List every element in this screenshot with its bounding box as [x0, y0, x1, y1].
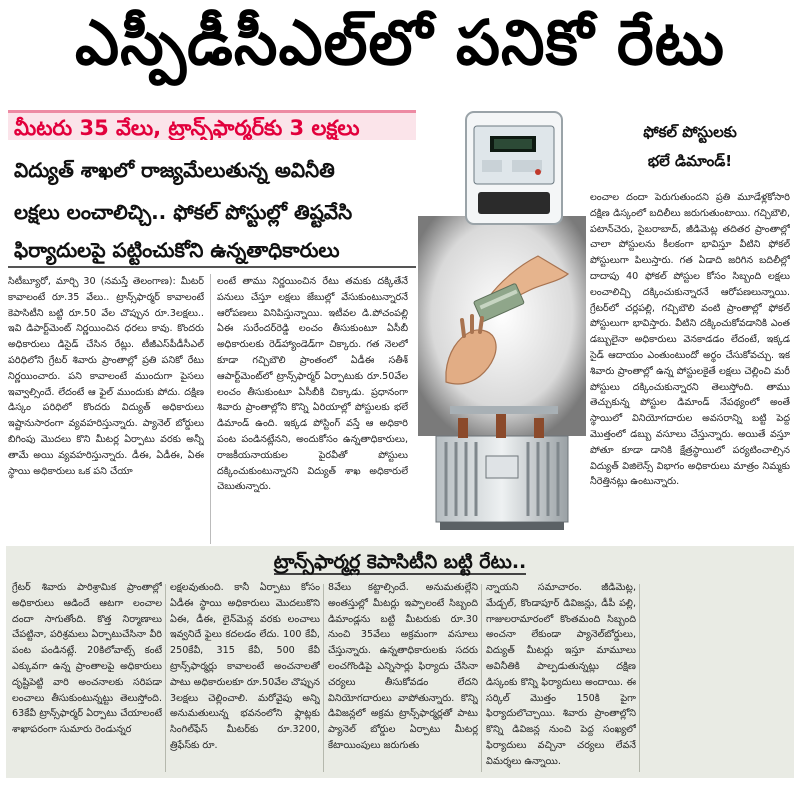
deck-line-1: విద్యుత్ శాఖలో రాజ్యమేలుతున్న అవినీతి [14, 158, 335, 182]
background-spray [418, 216, 586, 436]
news-photo [418, 106, 586, 536]
meter-bribe-transformer-illustration [418, 106, 586, 536]
sidebar-kicker-line-2: భలే డిమాండ్! [647, 152, 733, 170]
body-column-2: లంటే తాము నిర్ణయించిన రేటు తమకు దక్కితేనే పనులు చేస్తూ లక్షలు జేబుల్లో వేసుకుంటున్నారనే ఆరోపణలు వినిపిస్తున్నాయి. ఇటీవల డి.పోచంపల్లి ఏఈ సురేందర్‌రెడ్డి లంచం తీసుకుంటూ ఏసీబీ అధికారులకు రెడ్‌హ్యాండెడ్‌గా చిక్కారు. గత నెలలో కూడా గచ్చిబౌలి ప్రాంతంలో ఏడీఈ సతీశ్ ఆపార్ట్‌మెంట్‌లో ట్రాన్స్‌ఫార్మర్ ఏర్పాటుకు రూ.50వేల లంచం తీసుకుంటూ ఏసీబీకి చిక్కాడు. ప్రధానంగా శివారు ప్రాంతాల్లోని కొన్ని ఏరియాల్లో పోస్టులకు భలే డిమాండ్ ఉంది. ఇక్కడ పోస్టింగ్ వస్తే ఆ అధికారి పంట పండినట్లేనని, అందుకోసం ఉన్నతాధికారులు, రాజకీయనాయకుల పైరవీతో పోస్టులు దక్కించుకుంటున్నారని విద్యుత్ శాఖ అధికారులే చెబుతున్నారు. [210, 274, 408, 544]
box-title [6, 546, 794, 578]
box-column-3: 8వేలు కట్టాల్సిందే. అనుమతుల్లేని అంతస్తుల్లో మీటర్లు ఇప్పాలంటే సిబ్బంది డిమాండ్లను బట్టి మీటరుకు రూ.30 నుంచి 35వేలు అక్రమంగా వసూలు చేస్తున్నారు. ఉన్నతాధికారులకు సదరు లంచగొండిపై ఎన్నిసార్లు ఫిర్యాదు చేసినా చర్యలు తీసుకోవడం లేదని వినియోగదారులు వాపోతున్నారు. కొన్ని డివిజన్లలో అక్రమ ట్రాన్స్‌ఫార్మర్లతో పాటు ప్యానెల్ బోర్డుల ఏర్పాటు మీటర్ల కేటాయింపులు జరుగుతు [328, 582, 478, 751]
box-title-text: ట్రాన్స్‌ఫార్మర్ల కెపాసిటీని బట్టి రేటు.. [273, 551, 527, 573]
transformer-rates-box [6, 546, 794, 778]
box-column-4: న్నాయని సమాచారం. జీడిమెట్ల, మేడ్చల్, కొండాపూర్ డివిజన్లు, డీపీ పల్లి, గాజులరామారంలో కొంతమంది సిబ్బంది అంచనా లేకుండా ప్యానెల్‌బోర్డులు, విద్యుత్ మీటర్లు ఇస్తూ మామూలు అవినీతికి పాల్పడుతున్నట్లు దక్షిణ డిస్కంకు కొన్ని ఫిర్యాదులు అందాయి. ఈ సర్కిల్ మొత్తం 150కి పైగా ఫిర్యాదులొచ్చాయి. శివారు ప్రాంతాల్లోని కొన్ని డివిజన్ల నుంచి పెద్ద సంఖ్యలో ఫిర్యాదులు వచ్చినా చర్యలు లేవనే విమర్శలు ఉన్నాయి. [486, 582, 636, 767]
body-column-1: సిటీబ్యూరో, మార్చి 30 (నమస్తే తెలంగాణ): మీటర్ కావాలంటే రూ.35 వేలు.. ట్రాన్స్‌ఫార్మర్ కావాలంటే కెపాసిటీని బట్టి రూ.50 వేల చొప్పున రూ.3లక్షలు.. ఇవి డిపార్ట్‌మెంట్ నిర్ణయించిన ధరలు కావు. కొందరు అధికారులు డిసైడ్ చేసిన రేట్లు. టీజీఎస్‌పీడీసీఎల్ పరిధిలోని గ్రేటర్ శివారు ప్రాంతాల్లో ప్రతి పనికో రేటు నిర్ణయించారు. పని కావాలంటే ముందుగా పైసలు ఇవ్వాల్సిందే. లేదంటే ఆ ఫైల్ ముందుకు పోదు. దక్షిణ డిస్కం పరిధిలో కొందరు విద్యుత్ అధికారులు ఇష్టానుసారంగా వ్యవహరిస్తున్నారు. ప్యానెల్ బోర్డులు బిగింపు మొదలు కొని మీటర్ల ఏర్పాటు వరకు అన్నీ తామే అయి వ్యవహరిస్తున్నారు. డీఈ, ఏడీఈ, ఏఈ స్థాయి అధికారులు ఒక పని చేయా [8, 276, 204, 477]
energy-meter-icon [466, 112, 562, 224]
box-column-5 [644, 580, 790, 776]
box-column-2: లక్షలవుతుంది. కానీ ఏర్పాటు కోసం ఏడీఈ స్థాయి అధికారులు మొదలుకొని ఏఈ, డీఈ, లైన్‌మెన్ల వరకు లంచాలు ఇవ్వనిదే ఫైలు కదలడం లేదు. 100 కేవీ, 250కేవీ, 315 కేవీ, 500 కేవీ ట్రాన్స్‌ఫార్మర్లు కావాలంటే అంచనాలతో పాటు అధికారులకూ రూ.50వేల చొప్పున 3లక్షలు చెల్లించాలి. మరోవైపు అన్ని అనుమతులున్న భవనంలోని ఫ్లాట్లకు సింగిల్‌ఫేస్ మీటర్‌కు రూ.3200, త్రిఫేస్‌కు రూ. [170, 582, 320, 751]
sidebar-kicker [585, 118, 795, 184]
column-divider [481, 584, 482, 772]
headline: ఎస్పీడీసీఎల్‌లో పనికో రేటు [74, 6, 725, 79]
column-divider [323, 584, 324, 772]
deck-line-2: లక్షలు లంచాలిచ్చి.. ఫోకల్ పోస్టుల్లో తిష్టవేసి [14, 200, 353, 224]
sidebar-kicker-line-1: ఫోకల్ పోస్టులకు [643, 123, 737, 141]
deck-primary: మీటరు 35 వేలు, ట్రాన్స్‌ఫార్మర్‌కు 3 లక్షలు [8, 110, 416, 140]
deck-line-3: ఫిర్యాదులపై పట్టించుకోని ఉన్నతాధికారులు [8, 232, 416, 268]
box-column-1: గ్రేటర్ శివారు పారిశ్రామిక ప్రాంతాల్లో అధికారులు ఆడిందే ఆటగా లంచాల దందా సాగుతోంది. కొత్త నిర్మాణాలు చేపట్టినా, పరిశ్రమలు ఏర్పాటుచేసినా వీరి పంట పండినట్లే. 20కిలోవాట్స్ కంటే ఎక్కువగా ఉన్న ప్రాంతాలపై అధికారులు దృష్టిపెట్టి వారి అంచనాలకు సరిపడా లంచాలు తీసుకుంటున్నట్టు తెలుస్తోంది. 63కేవీ ట్రాన్స్‌ఫార్మర్ ఏర్పాటు చేయాలంటే శాఖాపరంగా సుమారు రెండున్నర [12, 582, 162, 736]
column-divider [639, 584, 640, 772]
column-divider [165, 584, 166, 772]
body-column-3: లంచాల దందా పెరుగుతుందని ప్రతి మూడేళ్లకోసారి దక్షిణ డిస్కంలో బదిలీలు జరుగుతుంటాయి. గచ్చిబౌలి, పటాన్‌చెరు, సైబరాబాద్, జీడిమెట్ల తదితర ప్రాంతాల్లో చాలా పోస్టులను కీలకంగా భావిస్తూ వీటిని ఫోకల్ పోస్టులుగా పిలుస్తారు. గత ఏడాది జరిగిన బదిలీల్లో దాదాపు 40 ఫోకల్ పోస్టుల కోసం సిబ్బంది లక్షలు లంచాలిచ్చి దక్కించుకున్నారనే ఆరోపణలున్నాయి. గ్రేటర్‌లో చర్లపల్లి, గచ్చిబౌలి వంటి ప్రాంతాల్లో ఫోకల్ పోస్టులుగా భావిస్తారు. వీటిని దక్కించుకోవడానికి ఎంత డబ్బులైనా అధికారులు వెనకాడడం లేదంటే, ఇక్కడ సైడ్ ఆదాయం ఎంతుంటుందో అర్థం చేసుకోవచ్చు. ఇక శివారు ప్రాంతాల్లో ఉన్న పోస్టులకైతే లక్షలు చెల్లించి మరీ పోస్టులు దక్కించుకున్నారని తెలుస్తోంది. తాము తెచ్చుకున్న పోస్టుల డిమాండ్ నేపథ్యంలో అంతే స్థాయిలో వినియోగదారుల అవసరాన్ని బట్టి పెద్ద మొత్తంలో డబ్బు వసూలు చేస్తున్నారు. అయితే వస్తూ పోతూ కూడా డానికి క్షేత్రస్థాయిలో పర్యటించాల్సిన విద్యుత్ విజిలెన్స్ విభాగం అధికారులు మాత్రం నిమ్మకు నీరెత్తినట్లు ఉంటున్నారు. [590, 192, 790, 488]
